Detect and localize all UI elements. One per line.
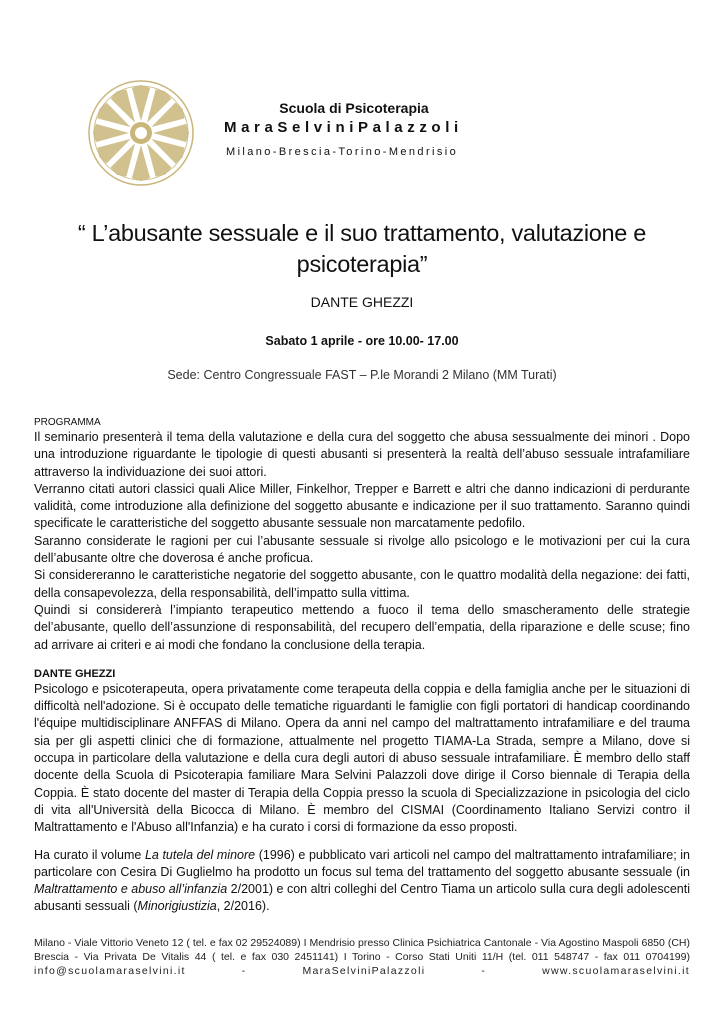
journal-title: Maltrattamento e abuso all’infanzia — [34, 882, 228, 897]
footer-addresses-line1: Milano - Viale Vittorio Veneto 12 ( tel. e fax 02 29524089) I Mendrisio presso Clinica Psichiatrica Cantonale - Via Agostino Maspoli 6850 (CH) — [34, 937, 690, 949]
school-locations: Milano-Brescia-Torino-Mendrisio — [226, 146, 459, 158]
bio-text: 2/2001) e con altri colleghi del Centro Tiama un articolo sulla cura degli adolescenti abusanti sessuali ( — [34, 882, 691, 914]
school-name-line2: MaraSelviniPalazzoli — [224, 119, 463, 136]
programma-paragraph: Saranno considerate le ragioni per cui l’abusante sessuale si rivolge allo psicologo e le motivazioni per cui la cura dell’abusante oltre che doverosa é anche proficua. — [34, 533, 690, 566]
bio-label: DANTE GHEZZI — [34, 667, 116, 680]
document-body — [34, 416, 690, 916]
school-header — [224, 100, 494, 158]
bio-paragraph-publications — [34, 847, 690, 916]
book-title: La tutela del minore — [144, 847, 256, 862]
event-title-line2: psicoterapia” — [296, 251, 428, 277]
footer — [34, 936, 690, 978]
footer-contact-line: info@scuolamaraselvini.it - MaraSelviniPalazzoli - www.scuolamaraselvini.it — [34, 965, 690, 977]
programma-paragraph: Quindi si considererà l’impianto terapeutico mettendo a fuoco il tema dello smascheramento delle strategie del’abusante, quello dell’assunzione di responsabilità, del recupero dell’empatia, della riparazione e delle scuse; fino ad arrivare ai criteri e ai modi che fondano la conclusione della terapia. — [34, 602, 690, 652]
sun-wheel-logo-icon — [86, 78, 196, 188]
event-title — [60, 218, 664, 280]
event-date: Sabato 1 aprile - ore 10.00- 17.00 — [265, 334, 459, 348]
journal-title: Minorigiustizia — [137, 899, 217, 914]
event-venue: Sede: Centro Congressuale FAST – P.le Morandi 2 Milano (MM Turati) — [167, 368, 557, 382]
bio-paragraph: Psicologo e psicoterapeuta, opera privatamente come terapeuta della coppia e della famiglia anche per le situazioni di difficoltà nell'adozione. Si è occupato delle tematiche riguardanti le famiglie con figli portatori di handicap coordinando l'équipe multidisciplinare ANFFAS di Milano. Opera da anni nel campo del maltrattamento intrafamiliare e del trauma sia per gli aspetti clinici che di formazione, attualmente nel progetto TIAMA-La Strada, sempre a Milano, dove si occupa in particolare della valutazione e della cura degli autori di abuso sessuale intrafamiliare. È membro dello staff docente della Scuola di Psicoterapia familiare Mara Selvini Palazzoli dove dirige il Corso biennale di Terapia della Coppia. È stato docente del master di Terapia della Coppia presso la scuola di Specializzazione in psicologia del ciclo di vita all'Università della Bicocca di Milano. È membro del CISMAI (Coordinamento Italiano Servizi contro il Maltrattamento e l'Abuso all'Infanzia) e ha curato i corsi di formazione da esso proposti. — [34, 681, 690, 835]
programma-paragraph: Si considereranno le caratteristiche negatorie del soggetto abusante, con le quattro modalità della negazione: dei fatti, della consapevolezza, della responsabilità, dell’impatto sulla vittima. — [34, 568, 690, 600]
event-title-line1: “ L’abusante sessuale e il suo trattamento, valutazione e — [77, 220, 647, 246]
programma-paragraph: Il seminario presenterà il tema della valutazione e della cura del soggetto che abusa sessualmente dei minori . Dopo una introduzione riguardante le tipologie di questi abusanti si presenterà la realtà dell’abuso sessuale intrafamiliare attraverso la individuazione dei suoi attori. — [34, 430, 690, 479]
event-speaker: DANTE GHEZZI — [310, 294, 414, 310]
school-name-line1: Scuola di Psicoterapia — [279, 100, 429, 116]
bio-text: (1996) e pubblicato vari articoli nel campo del maltrattamento intrafamiliare; in particolare con Cesira Di Guglielmo ha prodotto un focus sul tema del trattamento del soggetto abusante sessuale (in — [34, 847, 690, 879]
programma-paragraph: Verranno citati autori classici quali Alice Miller, Finkelhor, Trepper e Barrett e altri che danno indicazioni di perdurante validità, come introduzione alla definizione del soggetto abusante e indicazione per il suo trattamento. Saranno quindi specificate le caratteristiche del soggetto abusante sessuale non marcatamente pedofilo. — [34, 481, 690, 531]
footer-addresses-line2: Brescia - Via Privata De Vitalis 44 ( tel. e fax 030 2451141) I Torino - Corso Stati Uniti 11/H (tel. 011 548747 - fax 011 0704199) — [34, 951, 690, 963]
bio-text: , 2/2016). — [216, 899, 270, 914]
bio-text: Ha curato il volume — [34, 847, 145, 862]
programma-label: PROGRAMMA — [34, 417, 101, 428]
